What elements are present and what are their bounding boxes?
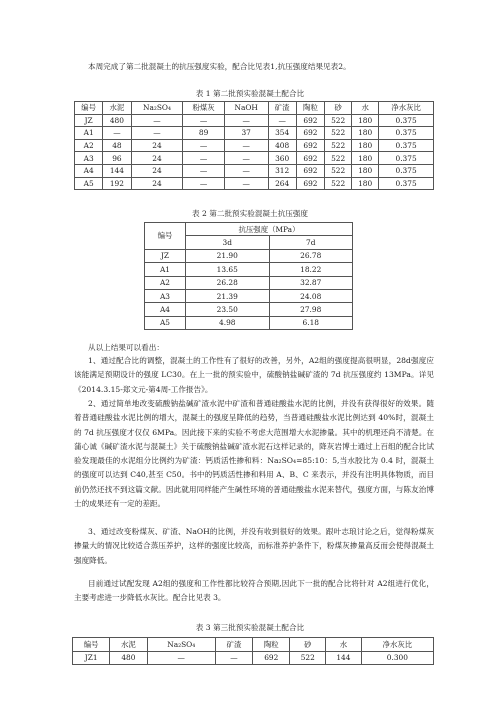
table1-cell: 522: [325, 127, 352, 140]
table3-cell: —: [147, 651, 215, 665]
table1-cell: 0.375: [379, 177, 434, 190]
table2-row: [145, 316, 353, 329]
table2-cell: 24.08: [269, 289, 353, 302]
table1-header-cell: 粉煤灰: [183, 102, 225, 115]
table1-cell: 360: [268, 152, 296, 165]
table3-cell: —: [215, 651, 252, 665]
table1-cell: —: [224, 164, 268, 177]
table1-cell: 180: [352, 139, 379, 152]
table1-cell: 480: [103, 114, 131, 127]
table1-cell: 692: [296, 152, 324, 165]
table1-cell: —: [131, 127, 183, 140]
table2-cell: A2: [145, 276, 186, 289]
table3-cell: 522: [290, 651, 326, 665]
table2-cell: 26.28: [186, 276, 270, 289]
table1-cell: 192: [103, 177, 131, 190]
table1-cell: 96: [103, 152, 131, 165]
table1-row: [75, 127, 434, 140]
table3-header-cell: 水: [326, 638, 362, 652]
table2-cell: 21.90: [186, 249, 270, 262]
table1-cell: 692: [296, 114, 324, 127]
table2-cell: 4.98: [186, 316, 270, 329]
table2-cell: 18.22: [269, 263, 353, 276]
table2: [144, 222, 353, 330]
table1-cell: 24: [131, 139, 183, 152]
table1-cell: JZ: [75, 114, 103, 127]
table1-cell: 692: [296, 127, 324, 140]
table3-header-cell: 水泥: [110, 638, 147, 652]
table1-cell: 0.375: [379, 139, 434, 152]
table1-cell: 0.375: [379, 114, 434, 127]
table1-header-cell: 砂: [325, 102, 352, 115]
table1: [74, 101, 434, 190]
table1-cell: 264: [268, 177, 296, 190]
table1-row: [75, 152, 434, 165]
table1-cell: A3: [75, 152, 103, 165]
table1-cell: 180: [352, 127, 379, 140]
table1-cell: 0.375: [379, 127, 434, 140]
table1-cell: 522: [325, 164, 352, 177]
table1-cell: 180: [352, 164, 379, 177]
table3-header-cell: Na₂SO₄: [147, 638, 215, 652]
table2-cell: JZ: [145, 249, 186, 262]
table2-cell: 23.50: [186, 303, 270, 316]
table2-header-group: 抗压强度（MPa）: [186, 223, 353, 236]
table1-header-cell: 陶粒: [296, 102, 324, 115]
table1-cell: A4: [75, 164, 103, 177]
table3-header-cell: 陶粒: [253, 638, 290, 652]
table1-cell: 408: [268, 139, 296, 152]
table1-cell: 180: [352, 114, 379, 127]
table3-cell: 144: [326, 651, 362, 665]
intro-paragraph: 本周完成了第二批混凝土的抗压强度实验，配合比见表1,抗压强度结果见表2。: [88, 62, 351, 71]
table2-cell: 27.98: [269, 303, 353, 316]
table2-cell: 21.39: [186, 289, 270, 302]
table3-cell: JZ1: [73, 651, 110, 665]
table1-cell: —: [183, 139, 225, 152]
table1-cell: 180: [352, 152, 379, 165]
table1-cell: 692: [296, 177, 324, 190]
table1-cell: 692: [296, 139, 324, 152]
table1-header-cell: 净水灰比: [379, 102, 434, 115]
table1-row: [75, 139, 434, 152]
table1-row: [75, 164, 434, 177]
table1-row: [75, 114, 434, 127]
table1-cell: 89: [183, 127, 225, 140]
table1-cell: —: [131, 114, 183, 127]
table2-cell: 13.65: [186, 263, 270, 276]
body-paragraph-4: 目前通过试配发现 A2组的强度和工作性都比较符合预期,因此下一批的配合比将针对 A2组进行优化，主要考虑进一步降低水灰比。配合比见表 3。: [74, 579, 434, 603]
table2-cell: A3: [145, 289, 186, 302]
table1-cell: A5: [75, 177, 103, 190]
table1-cell: 180: [352, 177, 379, 190]
table3-caption: 表 3 第三批预实验混凝土配合比: [195, 623, 305, 632]
table1-header-cell: 矿渣: [268, 102, 296, 115]
table1-header-cell: 编号: [75, 102, 103, 115]
table1-cell: —: [224, 114, 268, 127]
table2-cell: A5: [145, 316, 186, 329]
table1-cell: 37: [224, 127, 268, 140]
table2-header-7d: 7d: [269, 236, 353, 249]
table2-header-id: 编号: [145, 223, 186, 250]
table3-header-cell: 矿渣: [215, 638, 252, 652]
table3-cell: 692: [253, 651, 290, 665]
table2-row: [145, 289, 353, 302]
body-paragraph-0: 从以上结果可以看出：: [88, 343, 164, 352]
table2-cell: A1: [145, 263, 186, 276]
table1-header-cell: Na₂SO₄: [131, 102, 183, 115]
table2-row: [145, 276, 353, 289]
body-paragraph-2: 2、通过简单地改变硫酸钠盐碱矿渣水泥中矿渣和普通硅酸盐水泥的比例，并没有获得很好的效果。随着普通硅酸盐水泥比例的增大，混凝土的强度呈降低的趋势，当普通硅酸盐水泥比例达到 40%时，混凝土的 7d 抗压强度才仅仅 6MPa。因此接下来的实验不考虑大范围增大水泥掺量。其中的机理还尚不清楚。在蒲心诚《碱矿渣水泥与混凝土》关于硫酸钠盐碱矿渣水泥石这样记录的，降灰岩博士通过上百组的配合比试验发现最佳的水泥组分比例约为矿渣：钙质活性掺和料：Na₂SO₄=85:10：5,当水胶比为 0.4 时，混凝土的强度可以达到 C40,甚至 C50。书中的钙质活性掺和料用 A、B、C 来表示，并没有注明具体物质，而目前仍然还找不到这篇文献。因此就用同样能产生碱性环境的普通硅酸盐水泥来替代，强度方面，与陈友治博士的成果还有一定的差距。: [74, 399, 434, 509]
table1-cell: A2: [75, 139, 103, 152]
body-paragraph-1: 1、通过配合比的调整，混凝土的工作性有了很好的改善，另外，A2组的强度提高很明显，28d强度应该能满足预期设计的强度 LC30。在上一批的预实验中，硫酸钠盐碱矿渣的 7d 抗压强度约 13MPa。详见《2014.3.15-郑文元-第4周-工作报告》。: [74, 356, 434, 394]
table1-cell: —: [224, 177, 268, 190]
table3-cell: 0.300: [361, 651, 433, 665]
table1-cell: 0.375: [379, 164, 434, 177]
table1-cell: 24: [131, 164, 183, 177]
table2-row: [145, 249, 353, 262]
table1-cell: —: [224, 152, 268, 165]
table1-cell: 522: [325, 139, 352, 152]
table1-cell: 522: [325, 114, 352, 127]
table1-cell: —: [224, 139, 268, 152]
table3-row: [73, 651, 434, 665]
table3-header-row: [73, 638, 434, 652]
table1-row: [75, 177, 434, 190]
table1-cell: —: [183, 177, 225, 190]
table2-caption: 表 2 第二批预实验混凝土抗压强度: [192, 209, 308, 218]
table2-cell: 32.87: [269, 276, 353, 289]
table1-cell: 692: [296, 164, 324, 177]
table1-cell: 522: [325, 177, 352, 190]
table2-cell: 26.78: [269, 249, 353, 262]
table2-cell: A4: [145, 303, 186, 316]
table1-header-cell: 水泥: [103, 102, 131, 115]
table3-header-cell: 砂: [290, 638, 326, 652]
table3: [72, 637, 434, 665]
table2-header-3d: 3d: [186, 236, 270, 249]
table1-cell: 312: [268, 164, 296, 177]
table1-cell: 24: [131, 152, 183, 165]
body-paragraph-3: 3、通过改变粉煤灰、矿渣、NaOH的比例，并没有收到很好的效果。跟叶志琅讨论之后，觉得粉煤灰掺量大的情况比较适合蒸压养护，这样的强度比较高，而标准养护条件下，粉煤灰掺量高反而会使得混凝土强度降低。: [74, 527, 434, 565]
table1-cell: —: [183, 164, 225, 177]
table2-header-row: [145, 223, 353, 236]
table1-cell: —: [268, 114, 296, 127]
table1-cell: —: [183, 114, 225, 127]
table1-cell: 24: [131, 177, 183, 190]
table1-cell: 144: [103, 164, 131, 177]
table3-header-cell: 净水灰比: [361, 638, 433, 652]
table1-header-cell: 水: [352, 102, 379, 115]
table1-cell: 354: [268, 127, 296, 140]
table1-header-cell: NaOH: [224, 102, 268, 115]
table1-cell: —: [103, 127, 131, 140]
table1-cell: A1: [75, 127, 103, 140]
table1-cell: —: [183, 152, 225, 165]
table2-row: [145, 303, 353, 316]
table3-header-cell: 编号: [73, 638, 110, 652]
table1-cell: 48: [103, 139, 131, 152]
table1-header-row: [75, 102, 434, 115]
table2-cell: 6.18: [269, 316, 353, 329]
table1-caption: 表 1 第二批预实验混凝土配合比: [195, 89, 305, 98]
table2-row: [145, 263, 353, 276]
table1-cell: 0.375: [379, 152, 434, 165]
table1-cell: 522: [325, 152, 352, 165]
table3-cell: 480: [110, 651, 147, 665]
